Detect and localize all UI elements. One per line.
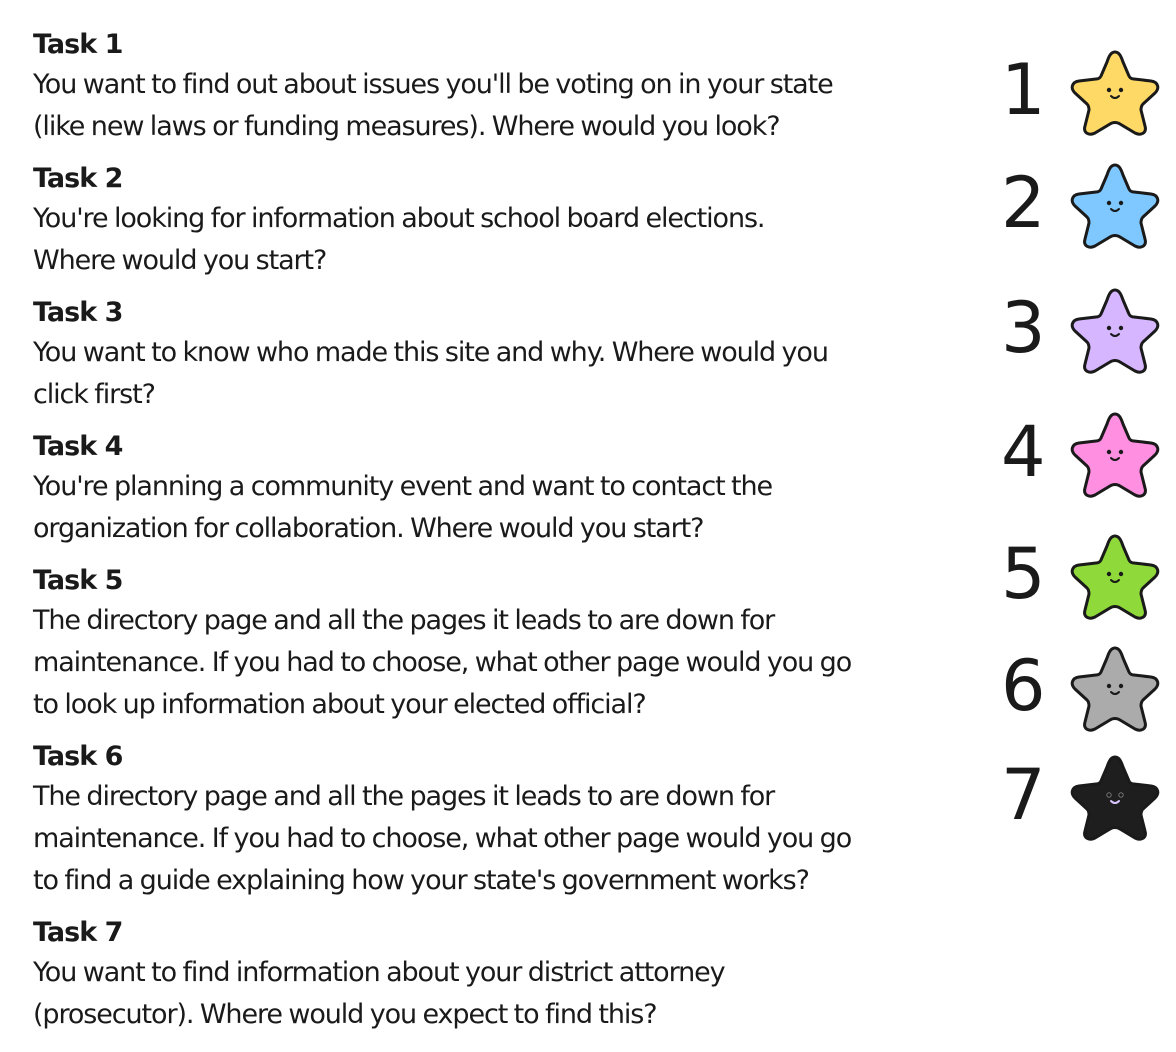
task-2 [33, 160, 963, 282]
task-description-line: maintenance. If you had to choose, what other page would you go [33, 823, 852, 854]
task-description-line: to find a guide explaining how your state's government works? [33, 865, 809, 896]
task-description-line: The directory page and all the pages it leads to are down for [33, 605, 775, 636]
task-description-line: Where would you start? [33, 245, 327, 276]
task-1 [33, 26, 963, 148]
badge-number: 7 [1001, 754, 1046, 836]
task-title: Task 3 [33, 297, 123, 328]
task-description-line: You're planning a community event and want to contact the [33, 471, 773, 502]
task-title: Task 4 [33, 431, 123, 462]
black-star-icon [1065, 751, 1165, 841]
task-description-line: The directory page and all the pages it leads to are down for [33, 781, 775, 812]
badge-number: 3 [1001, 287, 1046, 369]
pink-star-icon [1065, 408, 1165, 498]
badge-4 [995, 402, 1175, 502]
yellow-star-icon [1065, 46, 1165, 136]
task-description-line: maintenance. If you had to choose, what other page would you go [33, 647, 852, 678]
badge-number: 2 [1001, 162, 1046, 244]
gray-star-icon [1065, 642, 1165, 732]
task-4 [33, 428, 963, 550]
task-title: Task 1 [33, 29, 123, 60]
task-3 [33, 294, 963, 416]
task-title: Task 7 [33, 917, 123, 948]
task-description-line: click first? [33, 379, 155, 410]
task-7 [33, 914, 963, 1036]
badge-5 [995, 524, 1175, 624]
badge-3 [995, 278, 1175, 378]
task-title: Task 6 [33, 741, 123, 772]
task-title: Task 2 [33, 163, 123, 194]
green-star-icon [1065, 530, 1165, 620]
task-description-line: (like new laws or funding measures). Where would you look? [33, 111, 780, 142]
task-6 [33, 738, 963, 902]
badge-number: 6 [1001, 645, 1046, 727]
purple-star-icon [1065, 284, 1165, 374]
task-title: Task 5 [33, 565, 123, 596]
badge-7 [995, 745, 1175, 845]
badge-number: 5 [1001, 533, 1046, 615]
task-description-line: (prosecutor). Where would you expect to find this? [33, 999, 657, 1030]
badge-1 [995, 40, 1175, 140]
badge-number: 4 [1001, 411, 1046, 493]
task-description-line: You want to find information about your district attorney [33, 957, 725, 988]
blue-star-icon [1065, 159, 1165, 249]
task-description-line: organization for collaboration. Where would you start? [33, 513, 704, 544]
badge-number: 1 [1001, 49, 1046, 131]
task-description-line: You want to find out about issues you'll be voting on in your state [33, 69, 833, 100]
task-5 [33, 562, 963, 726]
badge-2 [995, 153, 1175, 253]
badge-6 [995, 636, 1175, 736]
task-description-line: to look up information about your elected official? [33, 689, 646, 720]
task-description-line: You want to know who made this site and why. Where would you [33, 337, 828, 368]
task-description-line: You're looking for information about school board elections. [33, 203, 765, 234]
